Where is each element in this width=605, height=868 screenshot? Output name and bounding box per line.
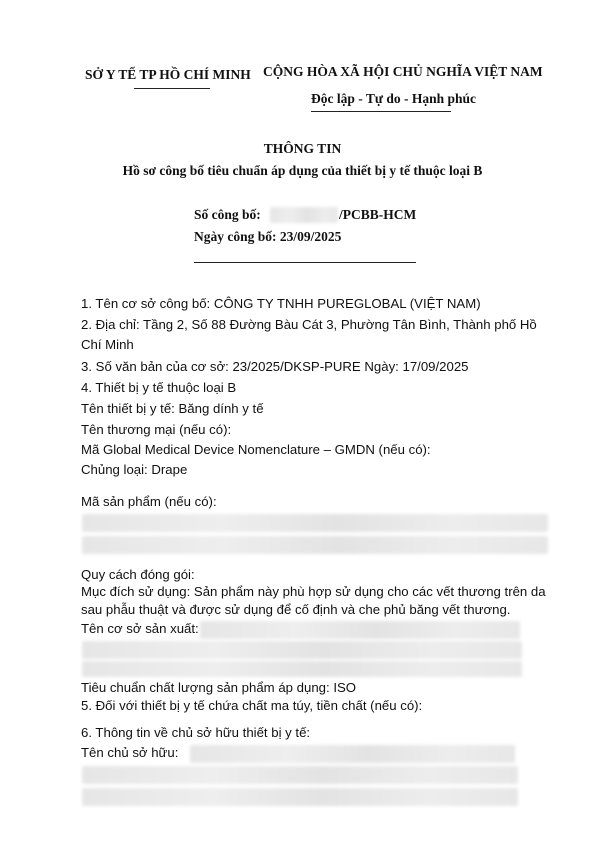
body-line-5: 5. Đối với thiết bị y tế chứa chất ma túy, tiền chất (nếu có): xyxy=(81,698,423,713)
redacted-owner-1 xyxy=(190,745,515,763)
device-name: Tên thiết bị y tế: Băng dính y tế xyxy=(81,401,264,416)
agency-underline xyxy=(134,88,210,89)
redacted-product-code-2 xyxy=(82,536,548,554)
redacted-product-code-1 xyxy=(82,514,548,532)
device-category: Chủng loại: Drape xyxy=(81,462,188,477)
body-line-3: 3. Số văn bản của cơ sở: 23/2025/DKSP-PURE Ngày: 17/09/2025 xyxy=(81,359,469,374)
motto-underline xyxy=(311,111,451,112)
announcement-number-suffix: /PCBB-HCM xyxy=(339,207,417,222)
national-motto: Độc lập - Tự do - Hạnh phúc xyxy=(311,91,477,106)
announcement-number-label: Số công bố: xyxy=(194,207,261,222)
agency-name: SỞ Y TẾ TP HỒ CHÍ MINH xyxy=(85,67,251,82)
redacted-owner-3 xyxy=(82,788,518,806)
redacted-manufacturer-1 xyxy=(200,621,520,639)
gmdn-code: Mã Global Medical Device Nomenclature – GMDN (nếu có): xyxy=(81,442,431,457)
body-line-1: 1. Tên cơ sở công bố: CÔNG TY TNHH PUREGLOBAL (VIỆT NAM) xyxy=(81,296,481,311)
trade-name: Tên thương mại (nếu có): xyxy=(81,422,232,437)
product-code-label: Mã sản phẩm (nếu có): xyxy=(81,494,217,509)
redacted-manufacturer-2 xyxy=(82,641,522,659)
body-line-2a: 2. Địa chỉ: Tầng 2, Số 88 Đường Bàu Cát 3, Phường Tân Bình, Thành phố Hồ xyxy=(81,317,537,332)
manufacturer-label: Tên cơ sở sản xuất: xyxy=(81,621,199,636)
redacted-number xyxy=(270,207,338,223)
packaging-label: Quy cách đóng gói: xyxy=(81,567,195,582)
separator-line xyxy=(194,262,416,263)
document-subtitle: Hồ sơ công bố tiêu chuẩn áp dụng của thiết bị y tế thuộc loại B xyxy=(122,163,483,178)
purpose-line-a: Mục đích sử dụng: Sản phẩm này phù hợp sử dụng cho các vết thương trên da xyxy=(81,584,546,599)
owner-label: Tên chủ sở hữu: xyxy=(81,745,179,760)
redacted-owner-2 xyxy=(82,766,518,784)
nation-name: CỘNG HÒA XÃ HỘI CHỦ NGHĨA VIỆT NAM xyxy=(263,64,543,79)
purpose-line-b: sau phẫu thuật và được sử dụng để cố định và che phủ băng vết thương. xyxy=(81,602,511,617)
body-line-4: 4. Thiết bị y tế thuộc loại B xyxy=(81,380,237,395)
announcement-date: Ngày công bố: 23/09/2025 xyxy=(194,229,342,244)
redacted-manufacturer-3 xyxy=(82,661,522,677)
document-heading: THÔNG TIN xyxy=(263,141,342,156)
body-line-6: 6. Thông tin về chủ sở hữu thiết bị y tế: xyxy=(81,725,311,740)
quality-standard: Tiêu chuẩn chất lượng sản phẩm áp dụng: ISO xyxy=(81,680,357,695)
body-line-2b: Chí Minh xyxy=(81,337,134,352)
